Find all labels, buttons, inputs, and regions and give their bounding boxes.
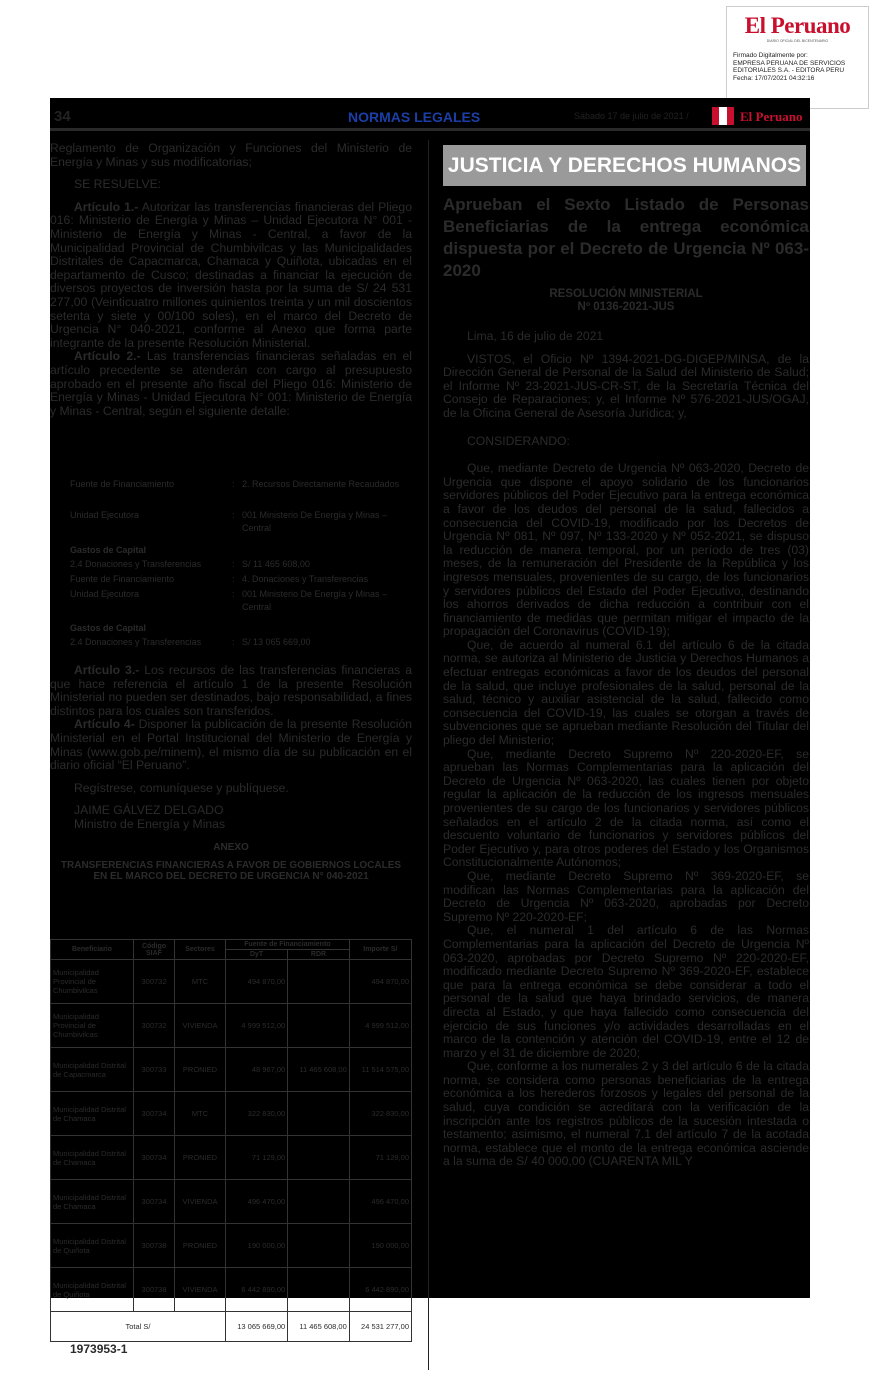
table-cell: 300738: [134, 1224, 175, 1268]
table-cell: 496 470,00: [226, 1180, 288, 1224]
table-cell: 300734: [134, 1180, 175, 1224]
considerando-heading: CONSIDERANDO:: [467, 433, 570, 448]
closing-line: Regístrese, comuníquese y publíquese.: [74, 780, 289, 795]
header-brand: El Peruano: [740, 109, 803, 124]
table-cell: MTC: [175, 1092, 226, 1136]
col-header: Beneficiario: [51, 940, 134, 960]
table-cell: 322 830,00: [349, 1092, 411, 1136]
article-4: Artículo 4- Disponer la publicación de la presente Resolución Ministerial en el Portal Institucional del Ministerio de Energía y Minas (www.gob.pe/minem), el mismo día de su publicación en el diario oficial “El Peruano”.: [50, 717, 413, 773]
page-number: 34: [54, 108, 71, 125]
table-cell: 300734: [134, 1136, 175, 1180]
table-cell: 300732: [134, 960, 175, 1004]
table-cell: [288, 1092, 350, 1136]
table-cell: 4 999 512,00: [226, 1004, 288, 1048]
table-cell: [288, 1180, 350, 1224]
table-cell: PRONIED: [175, 1136, 226, 1180]
considerando-paragraph: Que, el numeral 1 del artículo 6 de las Normas Complementarias para la aplicación del Decreto de Urgencia Nº 063-2020, aprobadas por Decreto Supremo Nº 220-2020-EF, modificado mediante Decreto Supremo Nº 369-2020-EF, establece que para la entrega económica se debe considerar a todo el personal de la salud que haya brindado servicios, de manera directa al Estado, y que haya fallecido como consecuencia del ejercicio de sus funciones y/o actividades desarrolladas en el marco de la contención y atención del COVID-19, entre el 12 de marzo y el 31 de diciembre de 2020;: [443, 923, 809, 1060]
table-cell: Municipalidad Distrital de Chamaca: [51, 1136, 134, 1180]
table-cell: 300732: [134, 1004, 175, 1048]
resolution-title: RESOLUCIÓN MINISTERIAL Nº 0136-2021-JUS: [549, 288, 703, 313]
paragraph: Reglamento de Organización y Funciones del Ministerio de Energía y Minas y sus modificatorias;: [50, 141, 412, 169]
header-date: Sábado 17 de julio de 2021 /: [574, 111, 689, 121]
table-cell: 300738: [134, 1268, 175, 1312]
total-label: Total S/: [51, 1312, 226, 1342]
table-row: [51, 1004, 412, 1048]
considerando-paragraph: Que, mediante Decreto Supremo Nº 220-2020-EF, se aprueban las Normas Complementarias para la aplicación del Decreto de Urgencia Nº 063-2020, las cuales tienen por objeto regular la aplicación de la reducción de los ingresos mensuales provenientes de su cargo de los funcionarios y servidores públicos señalados en el artículo 2 de la citada norma, así como el descuento voluntario de funcionarios y servidores públicos del Poder Ejecutivo y, para otros poderes del Estado y los Organismos Constitucionalmente Autónomos;: [443, 746, 809, 870]
table-cell: 4 999 512,00: [349, 1004, 411, 1048]
table-row: [51, 1180, 412, 1224]
table-cell: VIVIENDA: [175, 1180, 226, 1224]
table-cell: Municipalidad Distrital de Quiñota: [51, 1268, 134, 1312]
col-header: Sectores: [175, 940, 226, 960]
table-row: [51, 1048, 412, 1092]
header-rule: [50, 128, 810, 131]
table-row: [51, 960, 412, 1004]
article-3: Artículo 3.- Los recursos de las transferencias financieras a que hace referencia el artículo 1 de la presente Resolución Ministerial no pueden ser destinados, bajo responsabilidad, a fines distintos para los cuales son transferidos.: [50, 663, 413, 718]
table-cell: [288, 960, 350, 1004]
table-cell: 494 870,00: [226, 960, 288, 1004]
col-header: Código SIAF: [134, 940, 175, 960]
table-cell: Municipalidad Distrital de Chamaca: [51, 1180, 134, 1224]
table-cell: Municipalidad Distrital de Chamaca: [51, 1092, 134, 1136]
place-date: Lima, 16 de julio de 2021: [467, 329, 604, 343]
left-column: [50, 142, 412, 418]
total-importe: 24 531 277,00: [349, 1312, 411, 1342]
section-title: NORMAS LEGALES: [348, 109, 481, 125]
column-divider: [428, 140, 429, 1370]
table-cell: VIVIENDA: [175, 1268, 226, 1312]
table-cell: 71 129,00: [226, 1136, 288, 1180]
table-cell: Municipalidad Provincial de Chumbivilcas: [51, 1004, 134, 1048]
table-row: [51, 1224, 412, 1268]
considerando-paragraph: Que, conforme a los numerales 2 y 3 del artículo 6 de la citada norma, se considera como personas beneficiarias de la entrega económica a los herederos forzosos y legales del personal de la salud, cuya condición se acreditará con la verificación de la inscripción ante los registros públicos de la sucesión intestada o testamento; asimismo, el numeral 7.1 del artículo 7 de la acotada norma, establece que el monto de la entrega económica asciende a la suma de S/ 40 000,00 (CUARENTA MIL Y: [443, 1059, 809, 1169]
total-dyt: 13 065 669,00: [226, 1312, 288, 1342]
table-cell: 71 129,00: [349, 1136, 411, 1180]
table-cell: 300733: [134, 1048, 175, 1092]
table-cell: 494 870,00: [349, 960, 411, 1004]
col-header: DyT: [226, 950, 288, 960]
el-peruano-logo: El Peruano: [744, 13, 851, 38]
table-cell: 6 442 890,00: [226, 1268, 288, 1312]
table-cell: Municipalidad Distrital de Quiñota: [51, 1224, 134, 1268]
logo-subtitle: DIARIO OFICIAL DEL BICENTENARIO: [766, 39, 829, 43]
table-cell: 322 830,00: [226, 1092, 288, 1136]
table-cell: 11 465 608,00: [288, 1048, 350, 1092]
table-row: [51, 1136, 412, 1180]
section-banner: JUSTICIA Y DERECHOS HUMANOS: [443, 145, 806, 186]
anexo-label: ANEXO: [213, 841, 249, 853]
table-cell: Municipalidad Distrital de Capacmarca: [51, 1048, 134, 1092]
signer-title: Ministro de Energía y Minas: [74, 816, 226, 831]
considerando-paragraph: Que, mediante Decreto Supremo Nº 369-2020-EF, se modifican las Normas Complementarias para la aplicación del Decreto de Urgencia Nº 063-2020, aprobadas por Decreto Supremo Nº 220-2020-EF;: [443, 868, 809, 924]
table-cell: 190 000,00: [349, 1224, 411, 1268]
table-cell: VIVIENDA: [175, 1004, 226, 1048]
table-cell: 11 514 575,00: [349, 1048, 411, 1092]
anexo-title: TRANSFERENCIAS FINANCIERAS A FAVOR DE GOBIERNOS LOCALES EN EL MARCO DEL DECRETO DE URGENCIA N° 040-2021: [60, 860, 402, 883]
publication-code: 1973953-1: [70, 1342, 128, 1356]
table-cell: Municipalidad Provincial de Chumbivilcas: [51, 960, 134, 1004]
table-cell: 496 470,00: [349, 1180, 411, 1224]
headline: Aprueban el Sexto Listado de Personas Beneficiarias de la entrega económica dispuesta por el Decreto de Urgencia Nº 063-2020: [443, 195, 809, 280]
col-header: Importe S/: [349, 940, 411, 960]
col-header: Fuente de Financiamiento: [226, 940, 350, 950]
considerando-paragraph: Que, mediante Decreto de Urgencia Nº 063-2020, Decreto de Urgencia que dispone el apoyo solidario de los funcionarios servidores públicos del Poder Ejecutivo para la entrega económica a favor de los deudos del personal de la salud, fallecidos a consecuencia del COVID-19, modificado por los Decretos de Urgencia Nº 081, Nº 097, Nº 133-2020 y Nº 052-2021, se dispuso la reducción de manera temporal, por un período de tres (03) meses, de la remuneración del Presidente de la República y los ingresos mensuales, provenientes de su cargo, de los funcionarios y servidores públicos del Estado del Poder Ejecutivo, destinando los ahorros derivados de dicha reducción a contribuir con el financiamiento de medidas que permitan mitigar el impacto de la propagación del Coronavirus (COVID-19);: [443, 461, 809, 639]
right-column: [443, 330, 809, 1169]
article-2: Artículo 2.- Las transferencias financieras señaladas en el artículo precedente se atenderán con cargo al presupuesto aprobado en el presente año fiscal del Pliego 016: Ministerio de Energía y Minas - Unidad Ejecutora N° 001: Ministerio de Energía y Minas - Central, según el siguiente detalle:: [50, 349, 413, 418]
table-cell: [288, 1268, 350, 1312]
table-cell: 300734: [134, 1092, 175, 1136]
page-header: [50, 106, 810, 128]
table-cell: 6 442 890,00: [349, 1268, 411, 1312]
table-cell: [288, 1004, 350, 1048]
table-cell: PRONIED: [175, 1048, 226, 1092]
vistos-paragraph: VISTOS, el Oficio Nº 1394-2021-DG-DIGEP/MINSA, de la Dirección General de Personal de la Salud del Ministerio de Salud; el Informe Nº 23-2021-JUS-CR-ST, de la Secretaría Técnica del Consejo de Reparaciones; y, el Informe Nº 576-2021-JUS/OGAJ, de la Oficina General de Asesoría Jurídica; y,: [443, 351, 809, 420]
article-1: Artículo 1.- Autorizar las transferencias financieras del Pliego 016: Ministerio de Energía y Minas – Unidad Ejecutora N° 001 - Ministerio de Energía y Minas - Central, a favor de la Municipalidad Provincial de Chumbivilcas y las Municipalidades Distritales de Capacmarca, Chamaca y Quiñota, ubicadas en el departamento de Cusco; destinadas a financiar la ejecución de diversos proyectos de inversión hasta por la suma de S/ 24 531 277,00 (Veinticuatro millones quinientos treinta y un mil doscientos setenta y siete y 00/100 soles), en el marco del Decreto de Urgencia N° 040-2021, conforme al Anexo que forma parte integrante de la presente Resolución Ministerial.: [50, 199, 412, 350]
peru-flag-icon: [712, 107, 734, 125]
signature-box: [726, 6, 869, 109]
resuelve-heading: SE RESUELVE:: [74, 177, 162, 192]
anexo-table: [50, 939, 412, 1342]
col-header: RDR: [288, 950, 350, 960]
table-cell: 48 967,00: [226, 1048, 288, 1092]
considerando-paragraph: Que, de acuerdo al numeral 6.1 del artículo 6 de la citada norma, se autoriza al Ministerio de Justicia y Derechos Humanos a efectuar entregas económicas a favor de los deudos del personal de la salud, que incluye profesionales de la salud, personal de la salud, técnico y auxiliar asistencial de la salud, fallecido como consecuencia del COVID-19, las cuales se otorgan a través de subvenciones que se aprueban mediante Resolución del Titular del pliego del Ministerio;: [443, 637, 809, 748]
left-column-lower: [50, 664, 412, 882]
digital-signature-text: Firmado Digitalmente por: EMPRESA PERUANA DE SERVICIOS EDITORIALES S.A. - EDITORA PERU Fecha: 17/07/2021 04:32:16: [733, 52, 846, 82]
table-cell: [288, 1224, 350, 1268]
table-cell: PRONIED: [175, 1224, 226, 1268]
finance-detail: Fuente de Financiamiento : 2. Recursos Directamente Recaudados Unidad Ejecutora : 001 Ministerio De Energía y Minas – Central Gastos de Capital 2.4 Donaciones y Transferencias : S/ 11 465 608,00 Fuente de Financiamiento : 4. Donaciones y Transferencias Unidad Ejecutora : 001 Ministerio De Energía y Minas – Central Gastos de Capital 2.4 Donaciones y Transferencias : S/ 13 065 669,00: [70, 479, 400, 647]
table-cell: [288, 1136, 350, 1180]
signer-name: JAIME GÁLVEZ DELGADO: [74, 803, 224, 818]
table-row: [51, 1092, 412, 1136]
table-row: [51, 1268, 412, 1312]
total-rdr: 11 465 608,00: [288, 1312, 350, 1342]
table-cell: MTC: [175, 960, 226, 1004]
table-cell: 190 000,00: [226, 1224, 288, 1268]
